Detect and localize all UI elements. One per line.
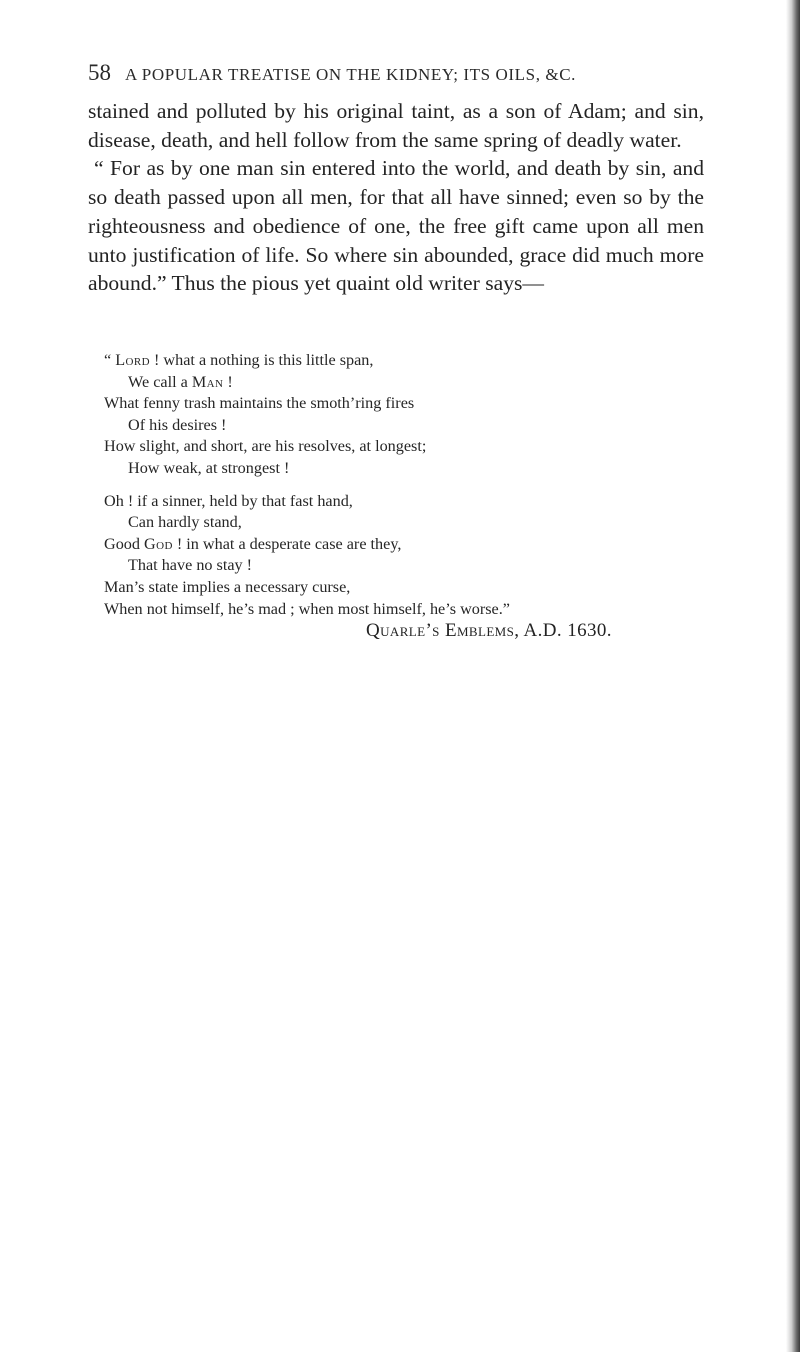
page-edge-shadow [786,0,800,1352]
verse-line [104,534,724,556]
verse-line: What fenny trash maintains the smoth’ring fires [104,394,415,413]
running-head [88,60,704,86]
verse-line [104,350,724,372]
small-caps-word: Man [191,372,224,391]
stanza [104,491,724,621]
paragraph: stained and polluted by his original taint, as a son of Adam; and sin, disease, death, and hell follow from the same spring of deadly water. [88,99,704,152]
verse-line [104,372,724,394]
stanza [104,350,724,480]
verse-line: Man’s state implies a necessary curse, [104,577,351,596]
running-title: A POPULAR TREATISE ON THE KIDNEY; ITS OILS, &C. [125,65,577,84]
verse-line: That have no stay ! [128,556,253,575]
verse-line: How weak, at strongest ! [128,458,290,477]
open-quote: “ [104,351,116,369]
poem-quotation [104,350,724,620]
verse-text: ! [223,372,233,391]
verse-line: Of his desires ! [128,415,227,434]
small-caps-word: God [144,534,173,553]
paragraph: “ For as by one man sin entered into the world, and death by sin, and so death passed upon all men, for that all have sinned; even so by the righteousness and obedience of one, the free gift came upon all men unto justification of life. So where sin abounded, grace did much more abound.” Thus the pious yet quaint old writer says— [88,156,704,296]
verse-line: How slight, and short, are his resolves, at longest; [104,437,427,456]
prose-body [88,97,704,298]
verse-text: ! in what a desperate case are they, [172,534,402,553]
verse-line: Can hardly stand, [128,513,242,532]
verse-text: We call a [128,372,192,391]
verse-line: When not himself, he’s mad ; when most himself, he’s worse.” [104,599,510,618]
small-caps-word: Lord [115,351,150,369]
page-number: 58 [88,60,111,85]
poem-attribution: Quarle’s Emblems, A.D. 1630. [366,620,612,641]
verse-text: Good [104,534,145,553]
verse-line: Oh ! if a sinner, held by that fast hand, [104,491,353,510]
verse-text: ! what a nothing is this little span, [149,351,374,369]
